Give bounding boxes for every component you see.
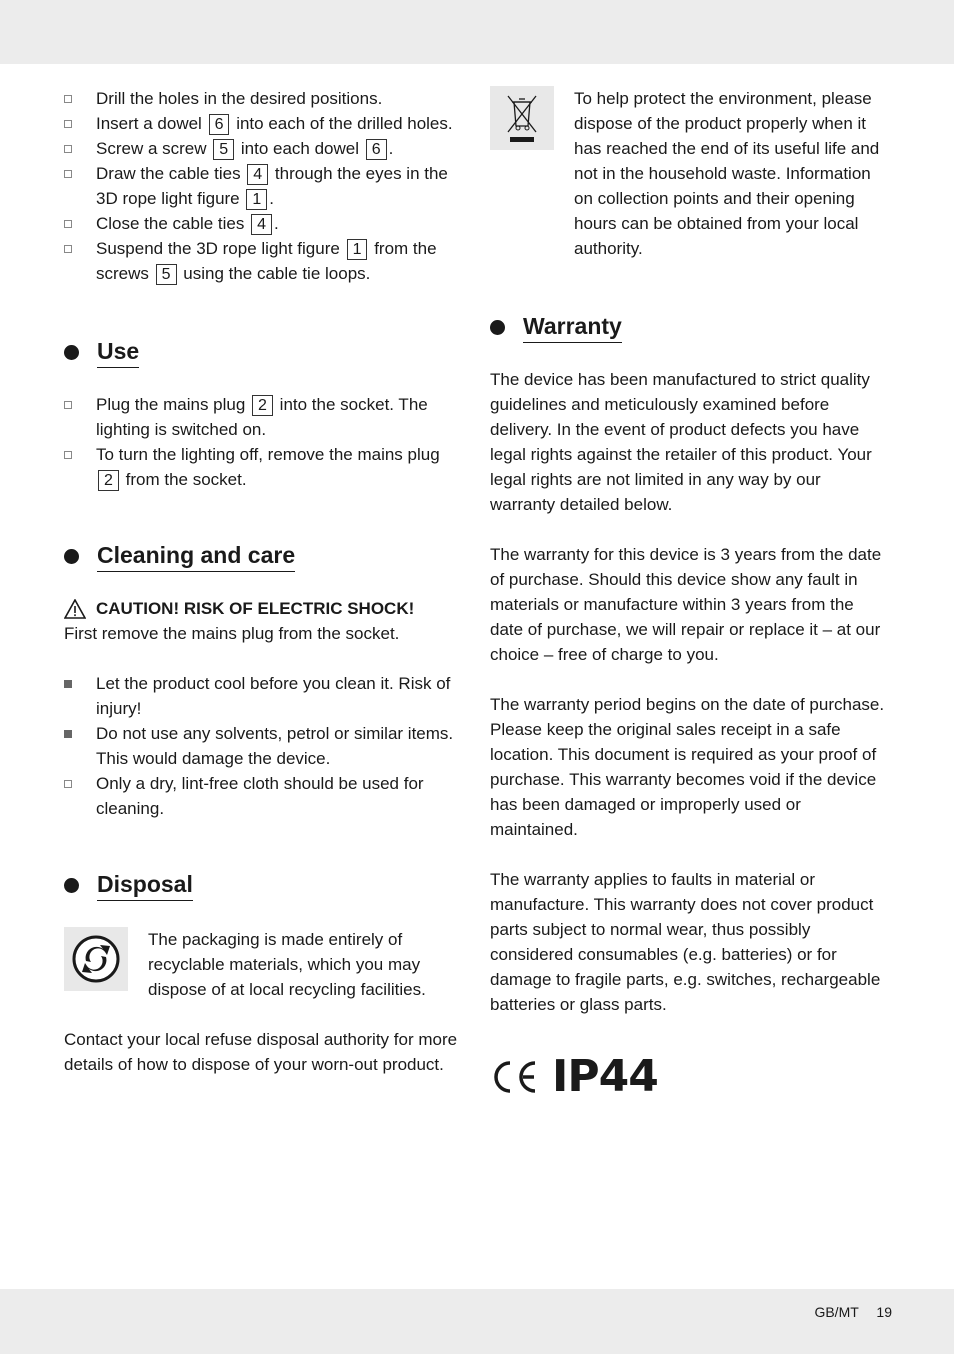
square-bullet-icon	[64, 220, 72, 228]
weee-text: To help protect the environment, please dispose of the product properly when it has reached the end of its useful life and not in the household waste. Information on collection points and their opening hours can be obtained from your local authority.	[574, 89, 880, 258]
list-item: Draw the cable ties 4 through the eyes in the 3D rope light figure 1 .	[64, 161, 464, 211]
part-number: 5	[213, 139, 234, 160]
use-heading: Use	[64, 336, 464, 368]
list-item: Suspend the 3D rope light figure 1 from the screws 5 using the cable tie loops.	[64, 236, 464, 286]
installation-steps	[64, 86, 464, 286]
packaging-text: The packaging is made entirely of recyclable materials, which you may dispose of at local recycling facilities.	[148, 930, 426, 999]
heading-bullet-icon	[64, 549, 79, 564]
disposal-contact-text: Contact your local refuse disposal authority for more details of how to dispose of your worn-out product.	[64, 1030, 458, 1074]
certification-marks	[490, 1051, 890, 1102]
cleaning-steps	[64, 671, 464, 821]
part-number: 5	[156, 264, 177, 285]
part-number: 2	[252, 395, 273, 416]
square-bullet-icon	[64, 145, 72, 153]
square-bullet-icon	[64, 245, 72, 253]
warranty-paragraph: The warranty period begins on the date of purchase. Please keep the original sales receipt in a safe location. This document is required as your proof of purchase. This warranty becomes void if the device has been damaged or improperly used or maintained.	[490, 695, 885, 839]
part-number: 1	[246, 189, 267, 210]
square-bullet-icon	[64, 401, 72, 409]
square-bullet-icon	[64, 780, 72, 788]
weee-bin-icon	[490, 86, 554, 150]
warranty-paragraph: The warranty for this device is 3 years from the date of purchase. Should this device show any fault in materials or manufacture within 3 years from the date of purchase, we will repair or replace it – at our choice – free of charge to you.	[490, 545, 882, 664]
footer-region: GB/MT	[814, 1304, 859, 1320]
part-number: 6	[366, 139, 387, 160]
square-bullet-icon	[64, 680, 72, 688]
part-number: 4	[247, 164, 268, 185]
disposal-heading: Disposal	[64, 869, 464, 901]
part-number: 4	[251, 214, 272, 235]
list-item: Let the product cool before you clean it. Risk of injury!	[64, 671, 464, 721]
heading-bullet-icon	[490, 320, 505, 335]
packaging-info	[64, 927, 464, 1002]
square-bullet-icon	[64, 730, 72, 738]
warranty-paragraph: The warranty applies to faults in material or manufacture. This warranty does not cover product parts subject to normal wear, thus possibly considered consumables (e.g. batteries) or for damage to fragile parts, e.g. switches, rechargeable batteries or glass parts.	[490, 870, 881, 1014]
square-bullet-icon	[64, 451, 72, 459]
caution-text: First remove the mains plug from the socket.	[64, 624, 400, 643]
ce-mark-icon	[490, 1060, 538, 1094]
list-item: Screw a screw 5 into each dowel 6 .	[64, 136, 464, 161]
ip-rating: IP44	[552, 1051, 658, 1102]
right-column	[490, 86, 890, 1102]
weee-info	[490, 86, 890, 261]
warranty-heading: Warranty	[490, 311, 890, 343]
warning-triangle-icon	[64, 599, 86, 619]
caution-warning: CAUTION! RISK OF ELECTRIC SHOCK!	[64, 596, 464, 621]
square-bullet-icon	[64, 95, 72, 103]
page-footer	[800, 1304, 892, 1320]
page-number: 19	[876, 1304, 892, 1320]
list-item: To turn the lighting off, remove the mains plug 2 from the socket.	[64, 442, 464, 492]
header-band	[0, 0, 954, 64]
list-item: Close the cable ties 4 .	[64, 211, 464, 236]
recycling-logo-icon	[64, 927, 128, 991]
list-item: Do not use any solvents, petrol or similar items. This would damage the device.	[64, 721, 464, 771]
part-number: 6	[209, 114, 230, 135]
warranty-paragraph: The device has been manufactured to strict quality guidelines and meticulously examined before delivery. In the event of product defects you have legal rights against the retailer of this product. Your legal rights are not limited in any way by our warranty detailed below.	[490, 370, 872, 514]
heading-bullet-icon	[64, 878, 79, 893]
square-bullet-icon	[64, 120, 72, 128]
list-item: Only a dry, lint-free cloth should be used for cleaning.	[64, 771, 464, 821]
part-number: 1	[347, 239, 368, 260]
list-item: Drill the holes in the desired positions.	[64, 86, 464, 111]
list-item: Plug the mains plug 2 into the socket. The lighting is switched on.	[64, 392, 464, 442]
heading-bullet-icon	[64, 345, 79, 360]
square-bullet-icon	[64, 170, 72, 178]
footer-band	[0, 1289, 954, 1354]
use-steps	[64, 392, 464, 492]
part-number: 2	[98, 470, 119, 491]
list-item: Insert a dowel 6 into each of the drilled holes.	[64, 111, 464, 136]
cleaning-heading: Cleaning and care	[64, 540, 464, 572]
left-column	[64, 86, 464, 1077]
